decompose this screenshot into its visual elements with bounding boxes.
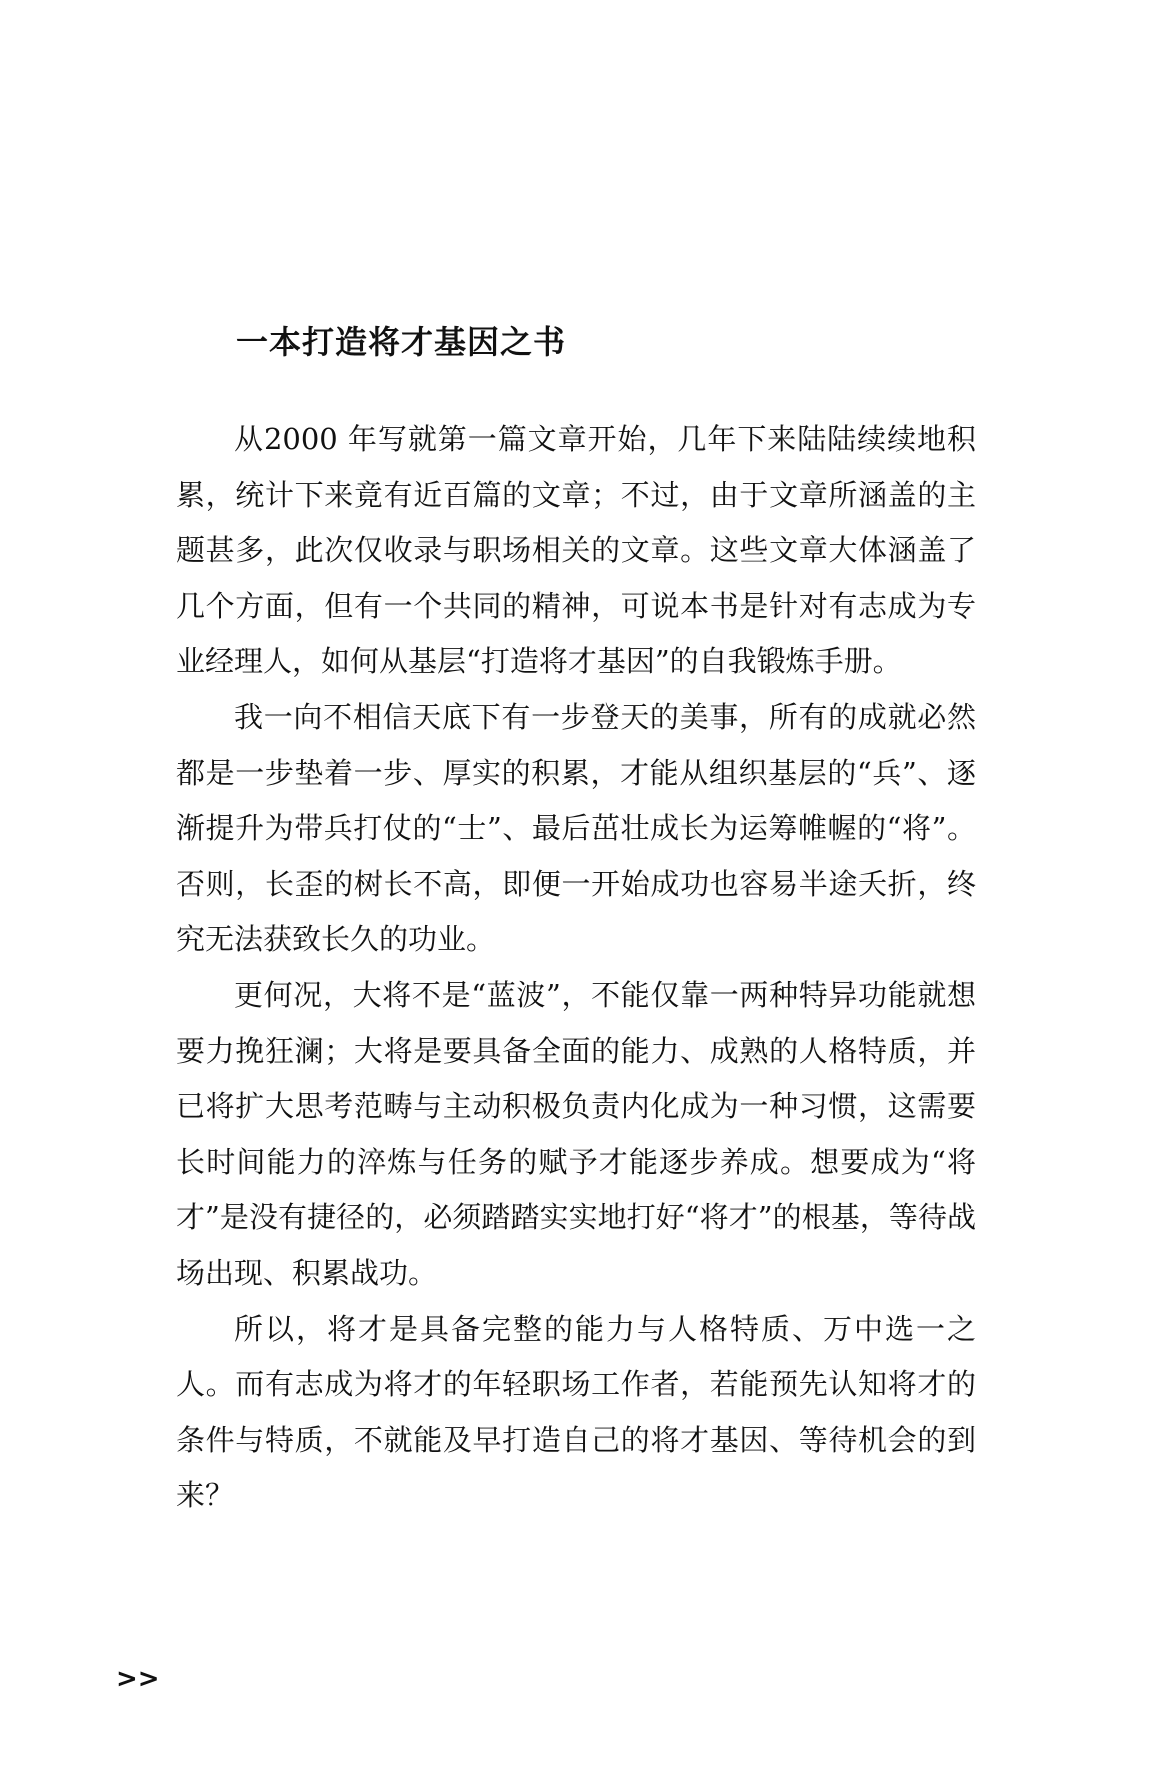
paragraph-3: 更何况，大将不是“蓝波”，不能仅靠一两种特异功能就想要力挽狂澜；大将是要具备全面的能力、成熟的人格特质，并已将扩大思考范畴与主动积极负责内化成为一种习惯，这需要长时间能力的淬炼与任务的赋予才能逐步养成。想要成为“将才”是没有捷径的，必须踏踏实实地打好“将才”的根基，等待战场出现、积累战功。 xyxy=(176,977,976,1290)
paragraph-2: 我一向不相信天底下有一步登天的美事，所有的成就必然都是一步垫着一步、厚实的积累，才能从组织基层的“兵”、逐渐提升为带兵打仗的“士”、最后茁壮成长为运筹帷幄的“将”。否则，长歪的树长不高，即便一开始成功也容易半途夭折，终究无法获致长久的功业。 xyxy=(176,699,976,957)
paragraph-1: 从2000 年写就第一篇文章开始，几年下来陆陆续续地积累，统计下来竟有近百篇的文章；不过，由于文章所涵盖的主题甚多，此次仅收录与职场相关的文章。这些文章大体涵盖了几个方面，但有一个共同的精神，可说本书是针对有志成为专业经理人，如何从基层“打造将才基因”的自我锻炼手册。 xyxy=(176,422,976,679)
page-footer-mark: >> xyxy=(116,1664,160,1694)
body-text xyxy=(176,412,976,1524)
section-title: 一本打造将才基因之书 xyxy=(236,323,567,361)
paragraph-4: 所以，将才是具备完整的能力与人格特质、万中选一之人。而有志成为将才的年轻职场工作者，若能预先认知将才的条件与特质，不就能及早打造自己的将才基因、等待机会的到来？ xyxy=(176,1311,976,1513)
